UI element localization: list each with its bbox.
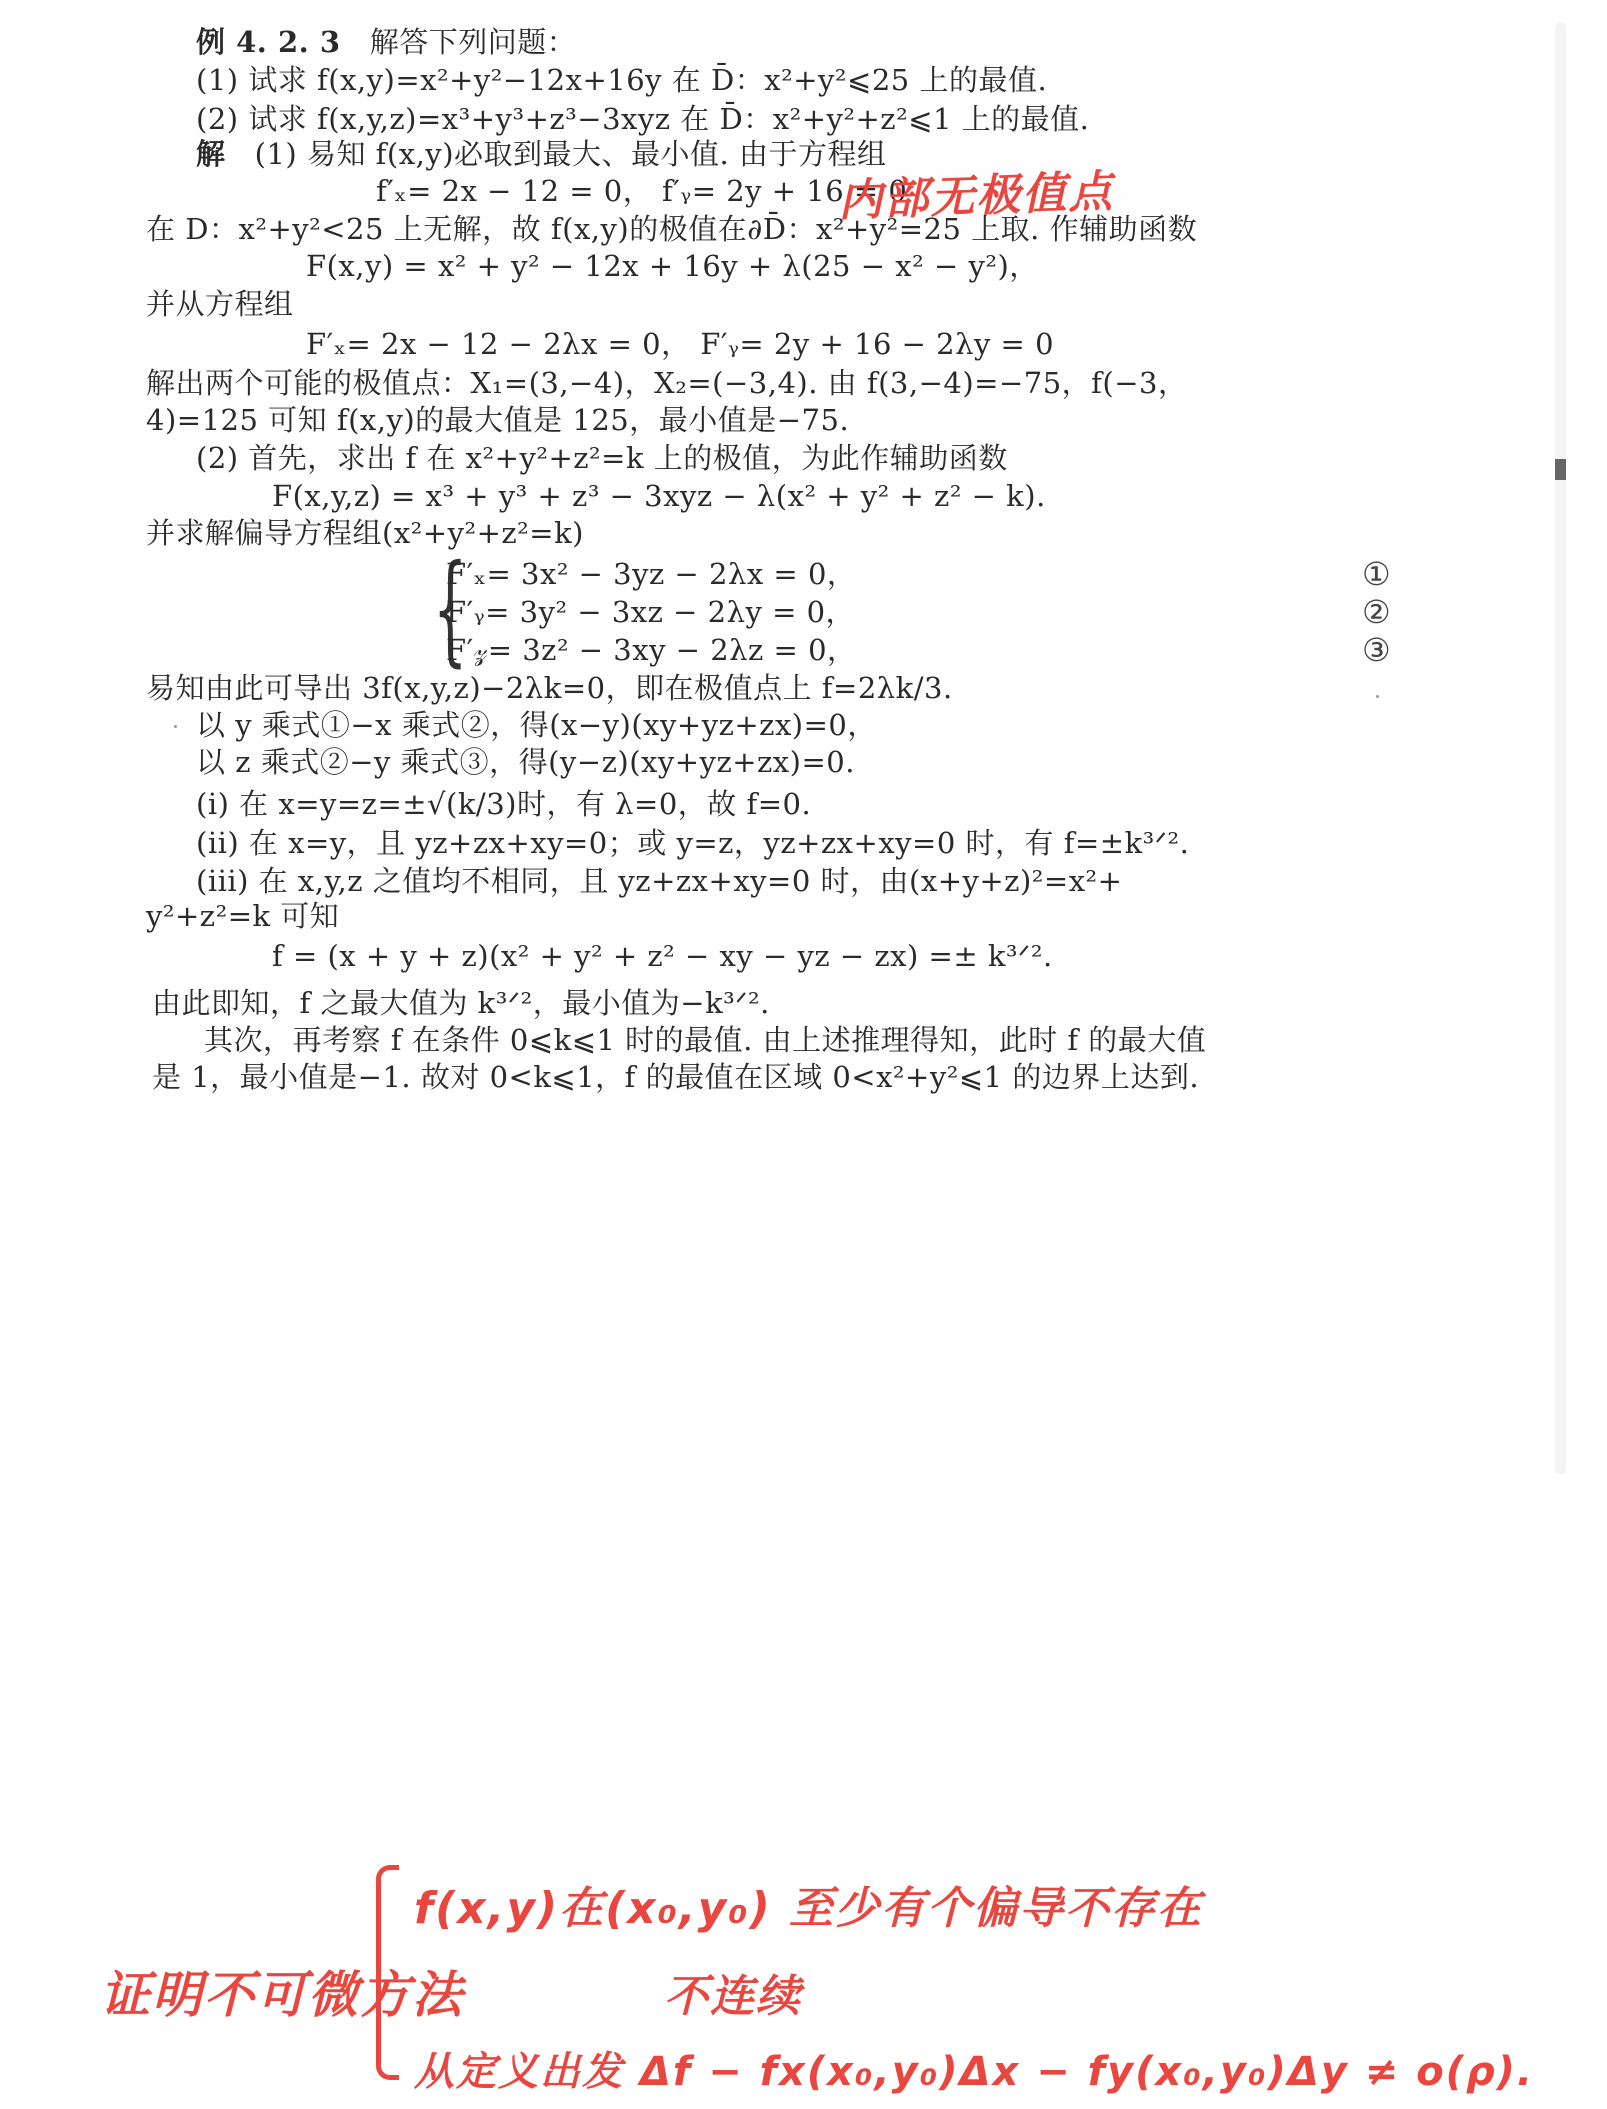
- system-equation-2: F′ᵧ= 3y² − 3xz − 2λy = 0，: [446, 595, 856, 629]
- question-1: (1) 试求 f(x,y)=x²+y²−12x+16y 在 D̄：x²+y²⩽25 上的最值.: [196, 63, 1048, 97]
- paragraph-line: 以 z 乘式②−y 乘式③，得(y−z)(xy+yz+zx)=0.: [196, 745, 855, 779]
- paragraph-line: 易知由此可导出 3f(x,y,z)−2λk=0，即在极值点上 f=2λk/3.: [146, 671, 953, 705]
- handwritten-note-no-interior-extremum: 内部无极值点: [837, 166, 1115, 227]
- system-brace: {: [432, 540, 468, 679]
- paragraph-line: 并从方程组: [146, 287, 294, 321]
- equation-tag-1: ①: [1362, 555, 1391, 593]
- example-prompt: 解答下列问题：: [369, 25, 577, 59]
- equation-lagrange-1: F(x,y) = x² + y² − 12x + 16y + λ(25 − x² − y²)，: [306, 249, 1039, 283]
- solution-text: (1) 易知 f(x,y)必取到最大、最小值. 由于方程组: [254, 137, 887, 171]
- case-iii-line-1: (iii) 在 x,y,z 之值均不相同，且 yz+zx+xy=0 时，由(x+y+z)²=x²+: [196, 864, 1123, 898]
- scan-speck: [1376, 695, 1379, 698]
- handwritten-brace: [376, 1865, 399, 2080]
- case-iii-line-2: y²+z²=k 可知: [146, 899, 340, 933]
- paragraph-line: 在 D：x²+y²<25 上无解，故 f(x,y)的极值在∂D̄：x²+y²=25 上取. 作辅助函数: [146, 212, 1198, 246]
- handwritten-label-nondifferentiable: 证明不可微方法: [100, 1966, 464, 2024]
- equation-factorization: f = (x + y + z)(x² + y² + z² − xy − yz − zx) =± k³ᐟ².: [272, 939, 1053, 973]
- paragraph-line: 并求解偏导方程组(x²+y²+z²=k): [146, 516, 584, 550]
- example-heading: [196, 24, 576, 60]
- question-2: (2) 试求 f(x,y,z)=x³+y³+z³−3xyz 在 D̄：x²+y²+z²⩽1 上的最值.: [196, 102, 1090, 136]
- paragraph-line: 是 1，最小值是−1. 故对 0<k⩽1，f 的最值在区域 0<x²+y²⩽1 的边界上达到.: [152, 1060, 1200, 1094]
- scrollbar-track[interactable]: [1555, 22, 1566, 1474]
- equation-system-1: F′ₓ= 2x − 12 − 2λx = 0， F′ᵧ= 2y + 16 − 2λy = 0: [306, 327, 1055, 361]
- solution-line-1: [196, 136, 886, 172]
- paragraph-line: 其次，再考察 f 在条件 0⩽k⩽1 时的最值. 由上述推理得知，此时 f 的最大值: [204, 1023, 1207, 1057]
- case-i: (i) 在 x=y=z=±√(k/3)时，有 λ=0，故 f=0.: [196, 787, 812, 821]
- example-number: 例 4. 2. 3: [196, 25, 341, 59]
- system-equation-1: F′ₓ= 3x² − 3yz − 2λx = 0，: [446, 557, 857, 591]
- paragraph-line: 4)=125 可知 f(x,y)的最大值是 125，最小值是−75.: [146, 403, 850, 437]
- handwritten-branch-discontinuous: 不连续: [664, 1971, 802, 2022]
- equation-tag-3: ③: [1362, 631, 1391, 669]
- equation-gradient: f′ₓ= 2x − 12 = 0， f′ᵧ= 2y + 16 = 0: [376, 174, 908, 208]
- case-ii: (ii) 在 x=y，且 yz+zx+xy=0；或 y=z，yz+zx+xy=0 时，有 f=±k³ᐟ².: [196, 826, 1190, 860]
- handwritten-branch-definition: 从定义出发 Δf − fx(x₀,y₀)Δx − fy(x₀,y₀)Δy ≠ o(ρ).: [414, 2049, 1535, 2095]
- paragraph-line: 解出两个可能的极值点：X₁=(3,−4)，X₂=(−3,4). 由 f(3,−4)=−75，f(−3，: [146, 366, 1188, 400]
- solution-label: 解: [196, 137, 226, 171]
- paragraph-line: 以 y 乘式①−x 乘式②，得(x−y)(xy+yz+zx)=0，: [196, 708, 877, 742]
- equation-tag-2: ②: [1362, 593, 1391, 631]
- paragraph-line: (2) 首先，求出 f 在 x²+y²+z²=k 上的极值，为此作辅助函数: [196, 441, 1008, 475]
- handwritten-branch-partial-derivative: f(x,y)在(x₀,y₀) 至少有个偏导不存在: [414, 1883, 1203, 1934]
- paragraph-line: 由此即知，f 之最大值为 k³ᐟ²，最小值为−k³ᐟ².: [152, 986, 770, 1020]
- system-equation-3: F′𝓏= 3z² − 3xy − 2λz = 0，: [446, 633, 857, 667]
- scan-speck: [174, 725, 177, 728]
- equation-lagrange-2: F(x,y,z) = x³ + y³ + z³ − 3xyz − λ(x² + y² + z² − k).: [272, 479, 1046, 513]
- scrollbar-thumb[interactable]: [1555, 459, 1566, 480]
